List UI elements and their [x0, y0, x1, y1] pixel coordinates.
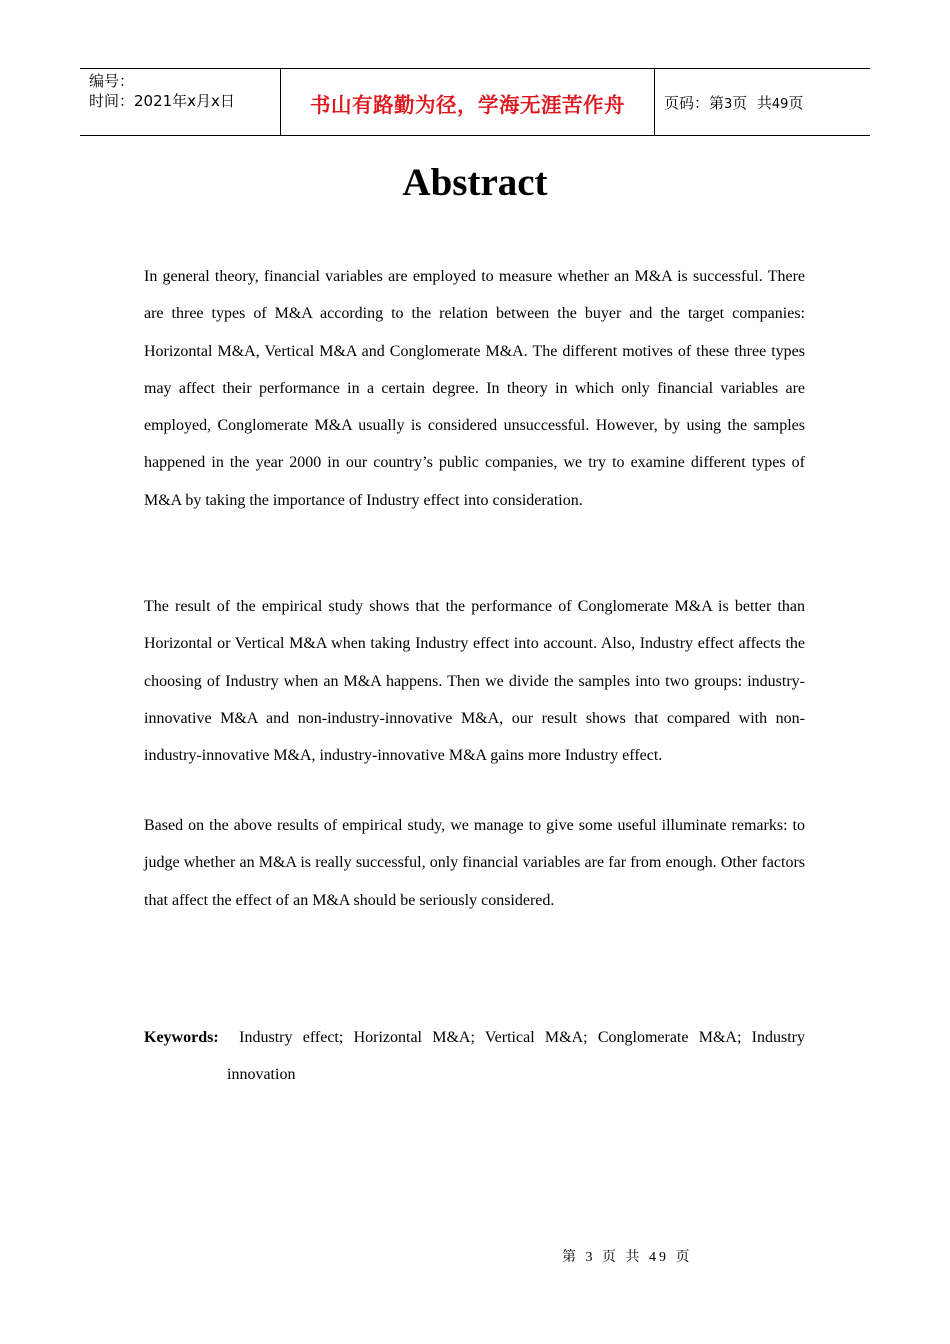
abstract-paragraph-3: Based on the above results of empirical study, we manage to give some useful illuminate remarks: to judge whether an M&A is really successful, only financial variables are far from enough. Other factors that affect the effect of an M&A should be seriously considered.	[144, 817, 805, 909]
keywords-section	[144, 1019, 805, 1094]
page-title: Abstract	[402, 161, 548, 204]
page-footer: 第 3 页 共 49 页	[562, 1250, 693, 1265]
header-page-cell	[655, 69, 870, 135]
page-prefix: 页码：第	[664, 93, 725, 112]
document-code-label: 编号：	[89, 72, 135, 90]
page-suffix: 页	[788, 93, 804, 112]
header-motto-cell	[281, 69, 655, 135]
header-info-cell	[80, 69, 281, 135]
header-page-code	[664, 92, 803, 113]
abstract-paragraph-1: In general theory, financial variables are employed to measure whether an M&A is successful. There are three types of M&A according to the relation between the buyer and the target companies: Horizontal M&A, Vertical M&A and Conglomerate M&A. The different motives of these three types may affect their performance in a certain degree. In theory in which only financial variables are employed, Conglomerate M&A usually is considered unsuccessful. However, by using the samples happened in the year 2000 in our country’s public companies, we try to examine different types of M&A by taking the importance of Industry effect into consideration.	[144, 268, 805, 509]
page-header	[80, 68, 870, 136]
document-time-label: 时间：2021年x月x日	[89, 92, 235, 110]
page-middle: 页 共	[732, 93, 772, 112]
page-current: 3	[724, 96, 733, 112]
abstract-paragraph-2: The result of the empirical study shows that the performance of Conglomerate M&A is better than Horizontal or Vertical M&A when taking Industry effect into account. Also, Industry effect affects the choosing of Industry when an M&A happens. Then we divide the samples into two groups: industry-innovative M&A and non-industry-innovative M&A, our result shows that compared with non-industry-innovative M&A, industry-innovative M&A gains more Industry effect.	[144, 598, 805, 765]
keywords-text: Industry effect; Horizontal M&A; Vertical M&A; Conglomerate M&A; Industry innovation	[227, 1029, 805, 1084]
keywords-label: Keywords:	[144, 1029, 219, 1046]
page-total: 49	[771, 96, 789, 112]
header-motto: 书山有路勤为径，学海无涯苦作舟	[310, 93, 625, 117]
